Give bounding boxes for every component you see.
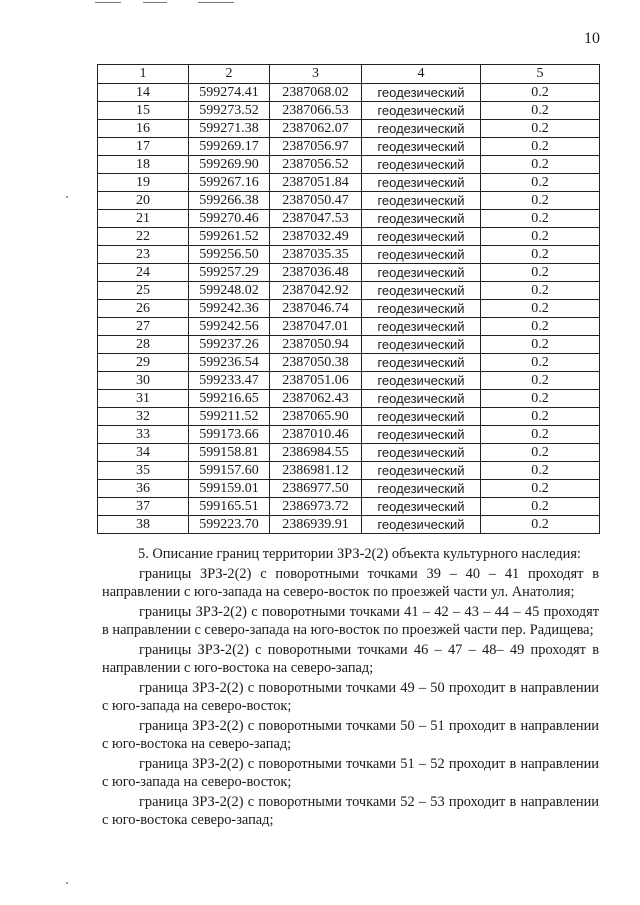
boundary-paragraph: граница ЗРЗ-2(2) с поворотными точками 49 – 50 проходит в направлении с юго-запада на северо-восток; [102,680,599,714]
cell-point-number: 28 [98,336,189,354]
cell-point-number: 14 [98,84,189,102]
cell-accuracy: 0.2 [481,210,600,228]
cell-x-coordinate: 599274.41 [189,84,270,102]
cell-y-coordinate: 2387047.53 [270,210,362,228]
table-row [98,336,600,354]
cell-x-coordinate: 599233.47 [189,372,270,390]
table-row [98,444,600,462]
cell-point-number: 26 [98,300,189,318]
cell-point-number: 29 [98,354,189,372]
cell-y-coordinate: 2387050.94 [270,336,362,354]
cell-accuracy: 0.2 [481,462,600,480]
cell-y-coordinate: 2387066.53 [270,102,362,120]
column-header-accuracy: 5 [481,65,600,84]
cell-y-coordinate: 2387036.48 [270,264,362,282]
cell-y-coordinate: 2387032.49 [270,228,362,246]
cell-point-number: 27 [98,318,189,336]
table-row [98,498,600,516]
cell-point-number: 35 [98,462,189,480]
table-row [98,120,600,138]
cell-point-number: 23 [98,246,189,264]
cell-accuracy: 0.2 [481,372,600,390]
boundary-description [102,545,599,831]
cell-y-coordinate: 2387047.01 [270,318,362,336]
cell-method: геодезический [362,156,481,174]
scan-artifact-dash [95,2,121,3]
cell-point-number: 16 [98,120,189,138]
cell-point-number: 37 [98,498,189,516]
cell-method: геодезический [362,210,481,228]
scan-speck [66,196,68,198]
cell-x-coordinate: 599271.38 [189,120,270,138]
boundary-paragraph: граница ЗРЗ-2(2) с поворотными точками 50 – 51 проходит в направлении с юго-востока на северо-запад; [102,718,599,752]
column-header-method: 4 [362,65,481,84]
cell-y-coordinate: 2387065.90 [270,408,362,426]
cell-y-coordinate: 2387046.74 [270,300,362,318]
cell-method: геодезический [362,138,481,156]
cell-method: геодезический [362,498,481,516]
cell-x-coordinate: 599257.29 [189,264,270,282]
boundary-paragraph: границы ЗРЗ-2(2) с поворотными точками 41 – 42 – 43 – 44 – 45 проходят в направлении с северо-запада на юго-восток по проезжей части пер. Радищева; [102,604,599,638]
boundary-paragraph: граница ЗРЗ-2(2) с поворотными точками 52 – 53 проходит в направлении с юго-востока северо-запад; [102,794,599,828]
cell-accuracy: 0.2 [481,282,600,300]
cell-method: геодезический [362,120,481,138]
cell-accuracy: 0.2 [481,390,600,408]
cell-point-number: 36 [98,480,189,498]
cell-method: геодезический [362,408,481,426]
cell-accuracy: 0.2 [481,246,600,264]
table-row [98,174,600,192]
cell-x-coordinate: 599242.56 [189,318,270,336]
cell-method: геодезический [362,390,481,408]
table-row [98,138,600,156]
cell-method: геодезический [362,84,481,102]
coordinates-table [97,64,600,534]
section-heading: 5. Описание границ территории ЗРЗ-2(2) объекта культурного наследия: [138,546,581,562]
cell-x-coordinate: 599159.01 [189,480,270,498]
page-number: 10 [584,30,600,47]
cell-y-coordinate: 2387062.43 [270,390,362,408]
cell-y-coordinate: 2387062.07 [270,120,362,138]
cell-x-coordinate: 599269.17 [189,138,270,156]
cell-accuracy: 0.2 [481,102,600,120]
table-row [98,318,600,336]
table-row [98,372,600,390]
cell-point-number: 30 [98,372,189,390]
cell-method: геодезический [362,372,481,390]
cell-method: геодезический [362,480,481,498]
cell-accuracy: 0.2 [481,516,600,534]
table-row [98,84,600,102]
cell-method: геодезический [362,282,481,300]
column-header-point: 1 [98,65,189,84]
cell-method: геодезический [362,228,481,246]
table-row [98,192,600,210]
cell-x-coordinate: 599267.16 [189,174,270,192]
cell-method: геодезический [362,300,481,318]
table-row [98,156,600,174]
cell-x-coordinate: 599158.81 [189,444,270,462]
table-row [98,228,600,246]
cell-method: геодезический [362,192,481,210]
cell-accuracy: 0.2 [481,498,600,516]
table-header-row [98,65,600,84]
cell-x-coordinate: 599242.36 [189,300,270,318]
scan-artifact-dash [198,2,234,3]
table-row [98,408,600,426]
cell-point-number: 25 [98,282,189,300]
cell-y-coordinate: 2387051.06 [270,372,362,390]
cell-accuracy: 0.2 [481,120,600,138]
cell-x-coordinate: 599223.70 [189,516,270,534]
cell-point-number: 18 [98,156,189,174]
cell-y-coordinate: 2387056.52 [270,156,362,174]
scan-speck [66,882,68,884]
cell-y-coordinate: 2386981.12 [270,462,362,480]
cell-method: геодезический [362,102,481,120]
cell-y-coordinate: 2386977.50 [270,480,362,498]
boundary-paragraph: граница ЗРЗ-2(2) с поворотными точками 51 – 52 проходит в направлении с юго-запада на северо-восток; [102,756,599,790]
table-row [98,426,600,444]
table-row [98,282,600,300]
cell-y-coordinate: 2387051.84 [270,174,362,192]
cell-point-number: 31 [98,390,189,408]
cell-method: геодезический [362,444,481,462]
cell-accuracy: 0.2 [481,228,600,246]
cell-x-coordinate: 599165.51 [189,498,270,516]
table-row [98,480,600,498]
cell-y-coordinate: 2386984.55 [270,444,362,462]
table-row [98,354,600,372]
cell-method: геодезический [362,516,481,534]
cell-accuracy: 0.2 [481,192,600,210]
cell-point-number: 20 [98,192,189,210]
cell-x-coordinate: 599236.54 [189,354,270,372]
table-row [98,210,600,228]
cell-accuracy: 0.2 [481,408,600,426]
cell-x-coordinate: 599237.26 [189,336,270,354]
cell-method: геодезический [362,264,481,282]
cell-method: геодезический [362,336,481,354]
cell-point-number: 17 [98,138,189,156]
cell-method: геодезический [362,318,481,336]
cell-x-coordinate: 599216.65 [189,390,270,408]
cell-point-number: 38 [98,516,189,534]
cell-accuracy: 0.2 [481,480,600,498]
cell-x-coordinate: 599266.38 [189,192,270,210]
cell-point-number: 15 [98,102,189,120]
cell-accuracy: 0.2 [481,174,600,192]
table-row [98,264,600,282]
cell-point-number: 22 [98,228,189,246]
cell-y-coordinate: 2387056.97 [270,138,362,156]
cell-x-coordinate: 599248.02 [189,282,270,300]
cell-accuracy: 0.2 [481,426,600,444]
column-header-x: 2 [189,65,270,84]
column-header-y: 3 [270,65,362,84]
cell-point-number: 19 [98,174,189,192]
cell-method: геодезический [362,246,481,264]
cell-y-coordinate: 2387035.35 [270,246,362,264]
cell-point-number: 33 [98,426,189,444]
cell-x-coordinate: 599270.46 [189,210,270,228]
cell-x-coordinate: 599256.50 [189,246,270,264]
table-row [98,246,600,264]
cell-y-coordinate: 2387068.02 [270,84,362,102]
cell-x-coordinate: 599157.60 [189,462,270,480]
cell-accuracy: 0.2 [481,300,600,318]
cell-y-coordinate: 2387050.38 [270,354,362,372]
cell-accuracy: 0.2 [481,264,600,282]
cell-x-coordinate: 599173.66 [189,426,270,444]
cell-method: геодезический [362,426,481,444]
cell-y-coordinate: 2387050.47 [270,192,362,210]
cell-accuracy: 0.2 [481,444,600,462]
cell-y-coordinate: 2387010.46 [270,426,362,444]
cell-x-coordinate: 599261.52 [189,228,270,246]
cell-x-coordinate: 599269.90 [189,156,270,174]
table-row [98,462,600,480]
table-row [98,300,600,318]
cell-accuracy: 0.2 [481,336,600,354]
cell-accuracy: 0.2 [481,318,600,336]
cell-accuracy: 0.2 [481,156,600,174]
cell-point-number: 21 [98,210,189,228]
boundary-paragraph: границы ЗРЗ-2(2) с поворотными точками 39 – 40 – 41 проходят в направлении с юго-запада на северо-восток по проезжей части ул. Анатолия; [102,566,599,600]
cell-accuracy: 0.2 [481,138,600,156]
table-row [98,102,600,120]
cell-x-coordinate: 599211.52 [189,408,270,426]
cell-y-coordinate: 2386973.72 [270,498,362,516]
cell-method: геодезический [362,354,481,372]
cell-method: геодезический [362,462,481,480]
cell-accuracy: 0.2 [481,354,600,372]
boundary-paragraph: границы ЗРЗ-2(2) с поворотными точками 46 – 47 – 48– 49 проходят в направлении с юго-востока на северо-запад; [102,642,599,676]
cell-method: геодезический [362,174,481,192]
cell-point-number: 32 [98,408,189,426]
cell-accuracy: 0.2 [481,84,600,102]
scan-artifact-dash [143,2,167,3]
table-row [98,516,600,534]
cell-y-coordinate: 2387042.92 [270,282,362,300]
table-row [98,390,600,408]
cell-point-number: 24 [98,264,189,282]
cell-y-coordinate: 2386939.91 [270,516,362,534]
cell-point-number: 34 [98,444,189,462]
cell-x-coordinate: 599273.52 [189,102,270,120]
